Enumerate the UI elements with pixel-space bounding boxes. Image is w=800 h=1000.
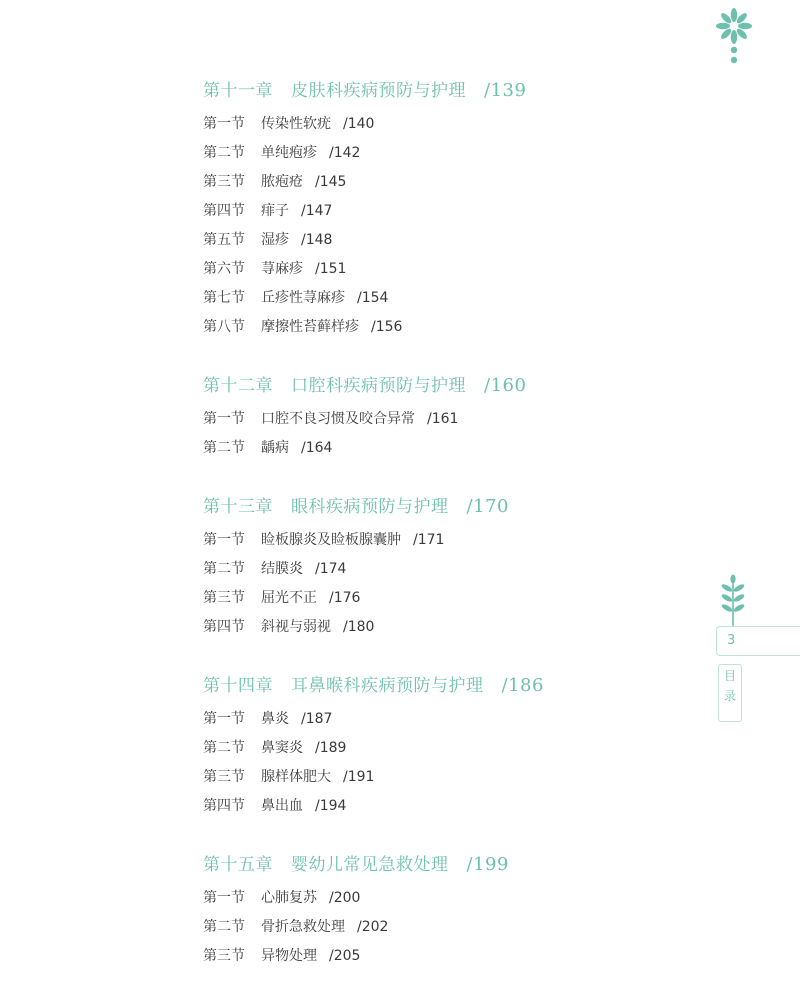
section-title: 异物处理 — [261, 948, 317, 964]
chapter-11 — [203, 76, 703, 342]
section-number: 第七节 — [203, 290, 245, 306]
chapter-page: /170 — [466, 496, 509, 517]
section-number: 第三节 — [203, 769, 245, 785]
section-page: /194 — [315, 798, 347, 814]
section-page: /145 — [315, 174, 347, 190]
section-number: 第二节 — [203, 561, 245, 577]
page-number: 3 — [727, 633, 736, 648]
section-title: 屈光不正 — [261, 590, 317, 606]
section-entry[interactable] — [203, 168, 703, 197]
chapter-14 — [203, 671, 703, 821]
section-page: /147 — [301, 203, 333, 219]
chapter-13 — [203, 492, 703, 642]
section-entry[interactable] — [203, 613, 703, 642]
section-entry[interactable] — [203, 792, 703, 821]
section-page: /148 — [301, 232, 333, 248]
section-entry[interactable] — [203, 555, 703, 584]
chapter-heading[interactable] — [203, 492, 703, 522]
section-page: /164 — [301, 440, 333, 456]
section-number: 第二节 — [203, 145, 245, 161]
section-title: 鼻窦炎 — [261, 740, 303, 756]
table-of-contents — [203, 76, 703, 971]
section-entry[interactable] — [203, 226, 703, 255]
section-page: /205 — [329, 948, 361, 964]
section-page: /174 — [315, 561, 347, 577]
section-number: 第二节 — [203, 440, 245, 456]
flower-icon — [714, 6, 754, 66]
contents-label-char: 录 — [723, 689, 736, 703]
section-entry[interactable] — [203, 584, 703, 613]
section-number: 第八节 — [203, 319, 245, 335]
section-entry[interactable] — [203, 110, 703, 139]
section-entry[interactable] — [203, 255, 703, 284]
section-title: 摩擦性苔藓样疹 — [261, 319, 359, 335]
section-page: /151 — [315, 261, 347, 277]
section-entry[interactable] — [203, 884, 703, 913]
chapter-number: 第十三章 — [203, 497, 273, 517]
section-number: 第一节 — [203, 532, 245, 548]
section-entry[interactable] — [203, 913, 703, 942]
section-title: 斜视与弱视 — [261, 619, 331, 635]
chapter-number: 第十一章 — [203, 81, 273, 101]
section-number: 第一节 — [203, 890, 245, 906]
section-entry[interactable] — [203, 526, 703, 555]
chapter-page: /186 — [501, 675, 544, 696]
section-number: 第四节 — [203, 619, 245, 635]
section-number: 第三节 — [203, 590, 245, 606]
section-page: /202 — [357, 919, 389, 935]
section-number: 第二节 — [203, 740, 245, 756]
section-page: /156 — [371, 319, 403, 335]
chapter-heading[interactable] — [203, 76, 703, 106]
section-number: 第四节 — [203, 203, 245, 219]
section-page: /200 — [329, 890, 361, 906]
section-entry[interactable] — [203, 313, 703, 342]
chapter-number: 第十四章 — [203, 676, 273, 696]
section-page: /180 — [343, 619, 375, 635]
chapter-page: /199 — [466, 854, 509, 875]
chapter-title: 耳鼻喉科疾病预防与护理 — [291, 676, 484, 696]
section-page: /189 — [315, 740, 347, 756]
section-title: 骨折急救处理 — [261, 919, 345, 935]
section-page: /176 — [329, 590, 361, 606]
section-number: 第三节 — [203, 174, 245, 190]
chapter-title: 眼科疾病预防与护理 — [291, 497, 449, 517]
chapter-12 — [203, 371, 703, 463]
section-title: 鼻出血 — [261, 798, 303, 814]
section-entry[interactable] — [203, 197, 703, 226]
section-entry[interactable] — [203, 942, 703, 971]
chapter-15 — [203, 850, 703, 971]
section-entry[interactable] — [203, 284, 703, 313]
section-title: 腺样体肥大 — [261, 769, 331, 785]
page-number-tab — [716, 626, 800, 656]
section-entry[interactable] — [203, 734, 703, 763]
section-title: 鼻炎 — [261, 711, 289, 727]
section-title: 睑板腺炎及睑板腺囊肿 — [261, 532, 401, 548]
section-title: 传染性软疣 — [261, 116, 331, 132]
chapter-page: /139 — [484, 80, 527, 101]
chapter-number: 第十五章 — [203, 855, 273, 875]
section-page: /140 — [343, 116, 375, 132]
section-page: /161 — [427, 411, 459, 427]
section-title: 口腔不良习惯及咬合异常 — [261, 411, 415, 427]
section-title: 荨麻疹 — [261, 261, 303, 277]
section-number: 第一节 — [203, 711, 245, 727]
section-entry[interactable] — [203, 434, 703, 463]
section-title: 结膜炎 — [261, 561, 303, 577]
section-entry[interactable] — [203, 405, 703, 434]
section-title: 龋病 — [261, 440, 289, 456]
contents-label — [718, 664, 742, 722]
section-page: /171 — [413, 532, 445, 548]
section-title: 痱子 — [261, 203, 289, 219]
section-entry[interactable] — [203, 705, 703, 734]
chapter-page: /160 — [484, 375, 527, 396]
section-page: /191 — [343, 769, 375, 785]
section-title: 丘疹性荨麻疹 — [261, 290, 345, 306]
section-number: 第三节 — [203, 948, 245, 964]
section-entry[interactable] — [203, 139, 703, 168]
section-number: 第一节 — [203, 116, 245, 132]
chapter-heading[interactable] — [203, 850, 703, 880]
section-title: 单纯疱疹 — [261, 145, 317, 161]
section-title: 脓疱疮 — [261, 174, 303, 190]
section-number: 第四节 — [203, 798, 245, 814]
section-number: 第一节 — [203, 411, 245, 427]
chapter-title: 婴幼儿常见急救处理 — [291, 855, 449, 875]
section-number: 第六节 — [203, 261, 245, 277]
section-title: 湿疹 — [261, 232, 289, 248]
chapter-heading[interactable] — [203, 671, 703, 701]
leaf-sprig-icon — [718, 574, 748, 626]
chapter-number: 第十二章 — [203, 376, 273, 396]
section-title: 心肺复苏 — [261, 890, 317, 906]
section-page: /154 — [357, 290, 389, 306]
chapter-title: 口腔科疾病预防与护理 — [291, 376, 466, 396]
section-page: /142 — [329, 145, 361, 161]
contents-label-char: 目 — [723, 669, 736, 683]
section-page: /187 — [301, 711, 333, 727]
chapter-heading[interactable] — [203, 371, 703, 401]
section-entry[interactable] — [203, 763, 703, 792]
section-number: 第二节 — [203, 919, 245, 935]
chapter-title: 皮肤科疾病预防与护理 — [291, 81, 466, 101]
section-number: 第五节 — [203, 232, 245, 248]
